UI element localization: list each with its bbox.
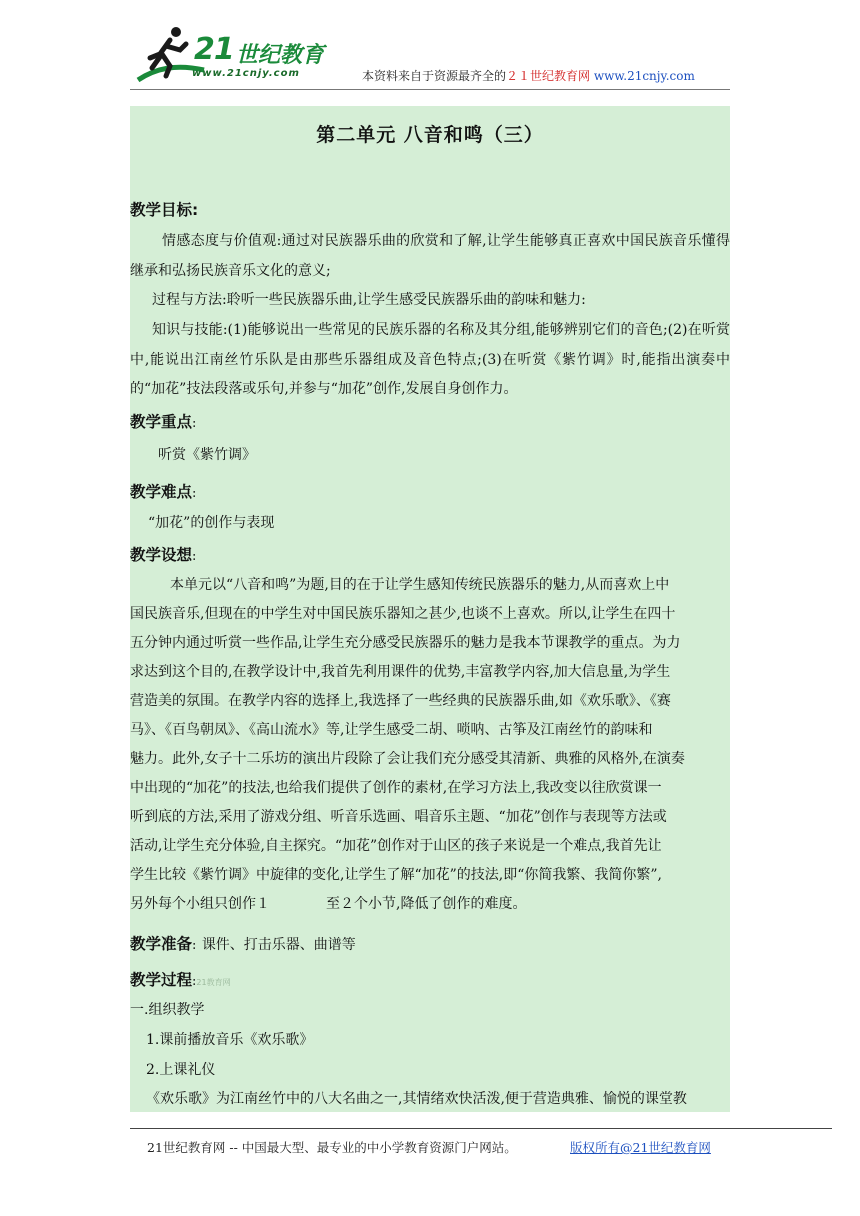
document-body xyxy=(130,106,730,1112)
design-heading: 教学设想: xyxy=(130,546,197,564)
key-heading: 教学重点: xyxy=(130,413,197,431)
goal-paragraph-2: 过程与方法:聆听一些民族器乐曲,让学生感受民族器乐曲的韵味和魅力: xyxy=(152,292,586,308)
header-note xyxy=(362,67,695,84)
design-line: 学生比较《紫竹调》中旋律的变化,让学生了解“加花”的技法,即“你简我繁、我简你繁”, xyxy=(130,867,662,883)
goal-paragraph-1: 情感态度与价值观:通过对民族器乐曲的欣赏和了解,让学生能够真正喜欢中国民族音乐懂得继承和弘扬民族音乐文化的意义; xyxy=(130,233,730,279)
site-logo[interactable] xyxy=(136,24,336,86)
difficulty-heading: 教学难点: xyxy=(130,483,197,501)
faint-watermark-text: 21教育网 xyxy=(196,978,231,987)
key-point-text: 听赏《紫竹调》 xyxy=(158,447,256,463)
design-line: 另外每个小组只创作１ 至２个小节,降低了创作的难度。 xyxy=(130,896,527,912)
design-line: 活动,让学生充分体验,自主探究。“加花”创作对于山区的孩子来说是一个难点,我首先让 xyxy=(130,838,662,854)
design-line: 听到底的方法,采用了游戏分组、听音乐选画、唱音乐主题、“加花”创作与表现等方法或 xyxy=(130,809,667,825)
design-line: 营造美的氛围。在教学内容的选择上,我选择了一些经典的民族器乐曲,如《欢乐歌》、《赛 xyxy=(130,693,671,709)
process-item: 1.课前播放音乐《欢乐歌》 xyxy=(146,1032,314,1048)
process-heading: 教学过程:21教育网 xyxy=(130,971,231,989)
logo-chinese-name: 世纪教育 xyxy=(236,43,325,68)
design-line: 五分钟内通过听赏一些作品,让学生充分感受民族器乐的魅力是我本节课教学的重点。为力 xyxy=(130,635,681,651)
prep-heading: 教学准备: 课件、打击乐器、曲谱等 xyxy=(130,935,356,953)
difficulty-text: “加花”的创作与表现 xyxy=(148,515,275,531)
logo-url: www.21cnjy.com xyxy=(192,68,300,79)
process-item: 一.组织教学 xyxy=(130,1002,205,1018)
design-line: 国民族音乐,但现在的中学生对中国民族乐器知之甚少,也谈不上喜欢。所以,让学生在四十 xyxy=(130,606,676,622)
design-line: 求达到这个目的,在教学设计中,我首先利用课件的优势,丰富教学内容,加大信息量,为学生 xyxy=(130,664,671,680)
header-divider xyxy=(130,89,730,90)
footer-divider xyxy=(130,1128,832,1129)
process-item: 《欢乐歌》为江南丝竹中的八大名曲之一,其情绪欢快活泼,便于营造典雅、愉悦的课堂教 xyxy=(146,1091,687,1107)
design-line: 马》、《百鸟朝凤》、《高山流水》等,让学生感受二胡、唢呐、古筝及江南丝竹的韵味和 xyxy=(130,722,653,738)
design-line: 魅力。此外,女子十二乐坊的演出片段除了会让我们充分感受其清新、典雅的风格外,在演奏 xyxy=(130,751,685,767)
logo-number: 21 xyxy=(194,32,234,67)
header-note-prefix: 本资料来自于资源最齐全的 xyxy=(362,69,507,83)
goals-heading: 教学目标: xyxy=(130,201,199,219)
footer-text: 21世纪教育网 -- 中国最大型、最专业的中小学教育资源门户网站。 xyxy=(147,1140,517,1155)
design-line: 中出现的“加花”的技法,也给我们提供了创作的素材,在学习方法上,我改变以往欣赏课一 xyxy=(130,780,662,796)
prep-text: 课件、打击乐器、曲谱等 xyxy=(201,937,356,953)
process-item: 2.上课礼仪 xyxy=(146,1062,216,1078)
header-brand-link[interactable]: ２１世纪教育网 xyxy=(506,69,591,83)
page-header xyxy=(0,0,860,100)
design-line: 本单元以“八音和鸣”为题,目的在于让学生感知传统民族器乐的魅力,从而喜欢上中 xyxy=(170,577,670,593)
header-url-link[interactable]: www.21cnjy.com xyxy=(593,69,695,83)
goal-paragraph-3: 知识与技能:(1)能够说出一些常见的民族乐器的名称及其分组,能够辨别它们的音色;(2)在听赏中,能说出江南丝竹乐队是由那些乐器组成及音色特点;(3)在听赏《紫竹调》时,能指出演奏中的“加花”技法段落或乐句,并参与“加花”创作,发展自身创作力。 xyxy=(130,322,730,397)
copyright-link[interactable]: 版权所有@21世纪教育网 xyxy=(570,1140,711,1155)
page-title: 第二单元 八音和鸣（三） xyxy=(316,124,544,146)
